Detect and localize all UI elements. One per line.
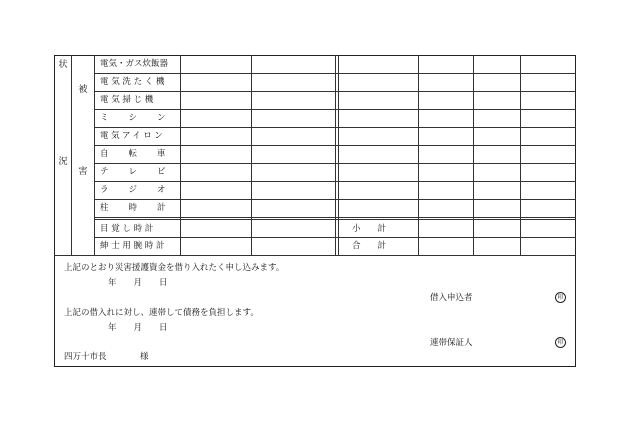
application-date: 年 月 日 xyxy=(108,278,168,288)
col-divider-5 xyxy=(473,55,474,255)
application-statement: 上記のとおり災害援護資金を借り入れたく申し込みます。 xyxy=(64,263,285,273)
guarantee-date: 年 月 日 xyxy=(108,323,168,333)
item-sewing-machine: ミ シ ン xyxy=(100,113,167,123)
item-washing-machine: 電 気 洗 た く 機 xyxy=(100,77,165,87)
addressee-office: 四万十市長 xyxy=(64,352,107,362)
item-rice-cooker: 電気・ガス炊飯器 xyxy=(100,59,169,69)
item-vacuum-cleaner: 電 気 掃 じ 機 xyxy=(100,95,154,105)
guarantor-label: 連帯保証人 xyxy=(430,338,473,348)
status-label-bottom: 況 xyxy=(58,157,68,167)
col-divider-1 xyxy=(251,55,252,255)
col-divider-6 xyxy=(520,55,521,255)
guarantee-statement: 上記の借入れに対し、連帯して債務を負担します。 xyxy=(64,308,259,318)
col-divider-4 xyxy=(418,55,419,255)
addressee-honorific: 様 xyxy=(140,352,149,362)
row-line xyxy=(94,217,576,218)
row-line-subtotal xyxy=(94,219,576,220)
guarantor-seal-icon: 印 xyxy=(555,337,566,348)
applicant-seal-icon: 印 xyxy=(555,292,566,303)
damage-label-top: 被 xyxy=(78,85,88,95)
row-line xyxy=(94,127,576,128)
item-television: テ レ ビ xyxy=(100,167,167,177)
item-electric-iron: 電気アイロン xyxy=(100,131,166,141)
row-line xyxy=(94,163,576,164)
row-line xyxy=(94,181,576,182)
col-divider-3 xyxy=(338,55,339,255)
table-bottom-line xyxy=(54,255,576,256)
status-label-top: 状 xyxy=(58,60,68,70)
item-wall-clock: 柱 時 計 xyxy=(100,203,167,213)
col-divider-2 xyxy=(335,55,336,255)
row-line xyxy=(94,237,576,238)
total-label: 合 計 xyxy=(352,241,387,251)
col-divider-item xyxy=(180,55,181,255)
item-mens-wristwatch: 紳 士 用 腕 時 計 xyxy=(100,241,165,251)
col-divider-damage xyxy=(94,55,95,255)
item-radio: ラ ジ オ xyxy=(100,185,167,195)
row-line xyxy=(94,91,576,92)
item-bicycle: 自 転 車 xyxy=(100,149,167,159)
col-divider-status xyxy=(71,55,72,255)
damage-label-bottom: 害 xyxy=(78,167,88,177)
subtotal-label: 小 計 xyxy=(352,224,387,234)
row-line xyxy=(94,109,576,110)
row-line xyxy=(94,145,576,146)
row-line xyxy=(94,199,576,200)
applicant-label: 借入申込者 xyxy=(430,293,473,303)
item-alarm-clock: 目 覚 し 時 計 xyxy=(100,224,154,234)
row-line xyxy=(94,73,576,74)
